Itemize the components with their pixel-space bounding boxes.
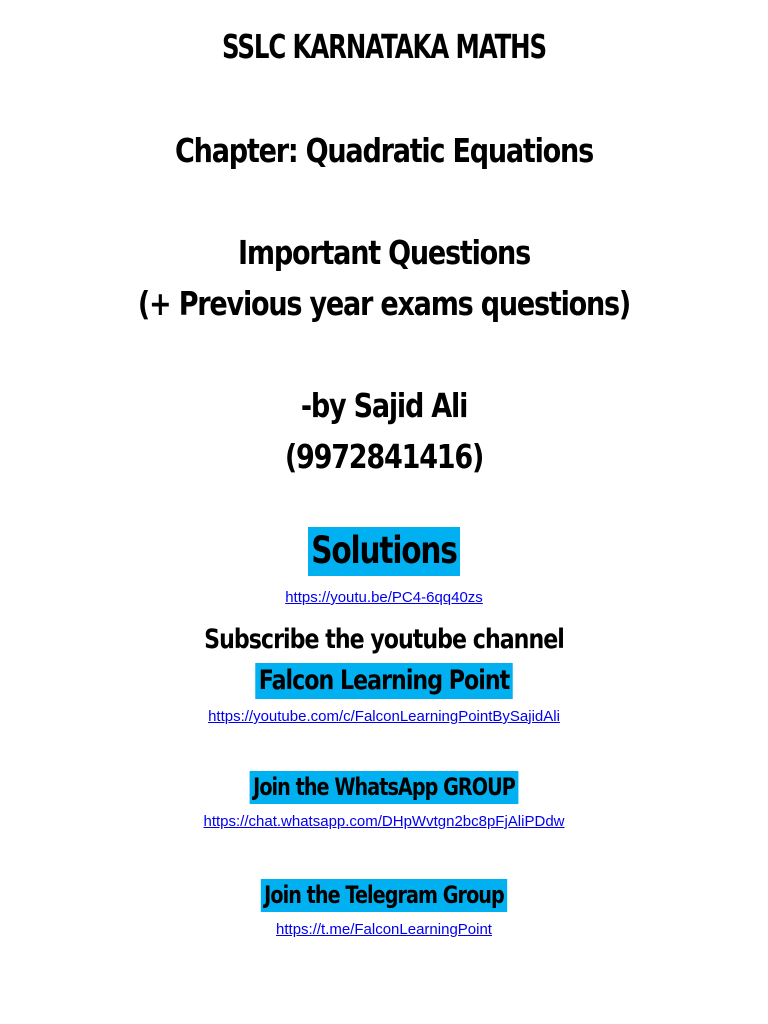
telegram-group-link[interactable]: https://t.me/FalconLearningPoint: [276, 921, 492, 938]
important-questions-heading: Important Questions: [238, 233, 530, 272]
author-line: -by Sajid Ali: [300, 386, 468, 425]
previous-year-heading: (+ Previous year exams questions): [137, 284, 631, 323]
solutions-label: Solutions: [308, 527, 460, 576]
telegram-link-row: [0, 919, 768, 938]
whatsapp-group-link[interactable]: https://chat.whatsapp.com/DHpWvtgn2bc8pFjAliPDdw: [203, 813, 565, 830]
youtube-channel-link[interactable]: https://youtube.com/c/FalconLearningPointBySajidAli: [208, 708, 560, 725]
solutions-link[interactable]: https://youtu.be/PC4-6qq40zs: [285, 589, 483, 606]
document-title: SSLC KARNATAKA MATHS: [222, 27, 546, 66]
whatsapp-label-row: [77, 775, 691, 799]
author-phone: (9972841416): [284, 437, 484, 476]
telegram-label-row: [77, 883, 691, 907]
channel-name: Falcon Learning Point: [255, 663, 512, 699]
channel-name-row: [69, 667, 699, 694]
subscribe-text: Subscribe the youtube channel: [204, 624, 564, 655]
youtube-link-row: [0, 706, 768, 725]
whatsapp-label: Join the WhatsApp GROUP: [250, 771, 518, 804]
solutions-link-row: [0, 587, 768, 606]
solutions-label-row: [77, 529, 691, 572]
telegram-label: Join the Telegram Group: [261, 879, 507, 912]
chapter-title: Chapter: Quadratic Equations: [175, 131, 593, 170]
whatsapp-link-row: [0, 811, 768, 830]
